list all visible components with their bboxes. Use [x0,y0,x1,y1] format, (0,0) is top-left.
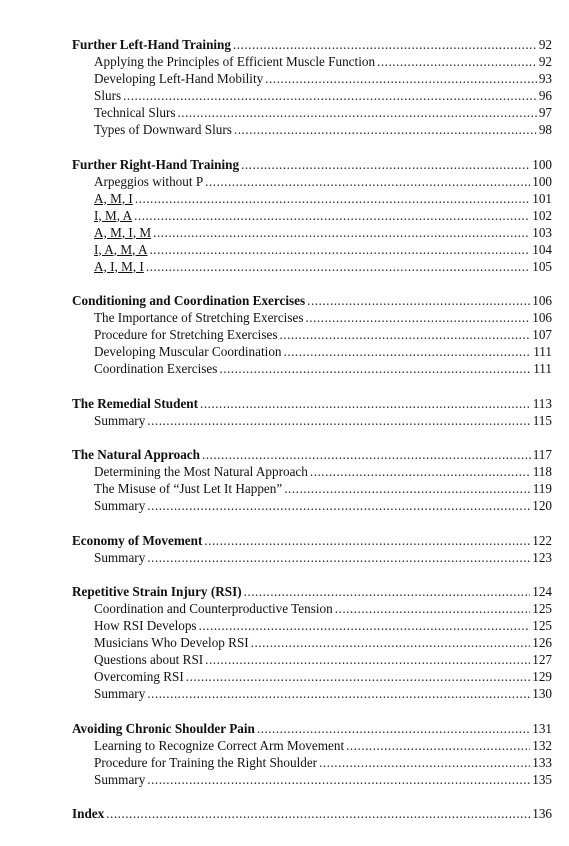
dot-leader [147,549,530,566]
dot-leader [307,292,530,309]
subsection-entry-title: Determining the Most Natural Approach [94,464,308,479]
subsection-entry[interactable] [72,326,552,343]
dot-leader [146,258,530,275]
subsection-entry-title: A, I, M, I [94,258,144,274]
toc-section [72,395,552,429]
subsection-entry-page-number: 127 [532,652,552,667]
subsection-entry-page-number: 119 [532,481,552,496]
subsection-entry-page-number: 129 [532,669,552,684]
subsection-entry-page-number: 135 [532,771,552,787]
subsection-entry-page-number: 133 [532,754,552,770]
subsection-entry-title: I, M, A [94,207,133,223]
chapter-entry-title: Avoiding Chronic Shoulder Pain [72,720,255,736]
subsection-entry-title: Types of Downward Slurs [94,122,232,137]
subsection-entry[interactable] [72,258,552,275]
subsection-entry[interactable] [72,70,552,87]
subsection-entry-title: A, M, I [94,190,133,206]
chapter-entry[interactable] [72,720,552,737]
dot-leader [123,87,537,104]
dot-leader [241,156,530,173]
dot-leader [147,771,530,788]
dot-leader [199,617,531,634]
subsection-entry[interactable] [72,173,552,190]
subsection-entry-page-number: 103 [532,224,552,240]
toc-section [72,36,552,138]
subsection-entry[interactable] [72,53,552,70]
chapter-entry[interactable] [72,583,552,600]
subsection-entry-title: Learning to Recognize Correct Arm Movement [94,737,345,753]
dot-leader [147,412,530,429]
dot-leader [244,583,531,600]
subsection-entry[interactable] [72,600,552,617]
subsection-entry-page-number: 102 [532,207,552,223]
subsection-entry-title: A, M, I, M [94,224,152,240]
dot-leader [205,173,530,190]
chapter-entry-page-number: 124 [532,584,552,599]
dot-leader [319,754,530,771]
toc-section [72,583,552,702]
subsection-entry[interactable] [72,668,552,685]
subsection-entry-page-number: 97 [538,105,552,120]
subsection-entry-title: Summary [94,771,146,787]
subsection-entry[interactable] [72,241,552,258]
subsection-entry[interactable] [72,190,552,207]
subsection-entry[interactable] [72,771,552,788]
subsection-entry[interactable] [72,207,552,224]
subsection-entry-title: Overcoming RSI [94,669,184,684]
dot-leader [305,309,530,326]
chapter-entry[interactable] [72,36,552,53]
subsection-entry[interactable] [72,412,552,429]
subsection-entry[interactable] [72,617,552,634]
subsection-entry[interactable] [72,497,552,514]
dot-leader [106,805,530,822]
subsection-entry-title: Developing Muscular Coordination [94,344,282,359]
subsection-entry-title: Summary [94,498,146,513]
chapter-entry[interactable] [72,532,552,549]
dot-leader [200,395,531,412]
dot-leader [219,360,531,377]
dot-leader [135,190,530,207]
subsection-entry[interactable] [72,104,552,121]
toc-section [72,446,552,514]
toc-section [72,805,552,822]
subsection-entry-page-number: 93 [538,71,552,86]
dot-leader [346,737,530,754]
chapter-entry-title: The Natural Approach [72,447,200,462]
subsection-entry-title: Developing Left-Hand Mobility [94,71,264,86]
dot-leader [310,463,531,480]
toc-section [72,720,552,788]
subsection-entry-page-number: 126 [532,635,552,650]
subsection-entry-page-number: 101 [532,190,552,206]
subsection-entry-page-number: 92 [538,54,552,69]
chapter-entry[interactable] [72,156,552,173]
subsection-entry-page-number: 125 [532,601,552,616]
subsection-entry-page-number: 106 [532,310,552,325]
chapter-entry-page-number: 100 [532,156,552,172]
dot-leader [134,207,530,224]
subsection-entry-title: I, A, M, A [94,241,148,257]
chapter-entry-title: Economy of Movement [72,532,203,548]
dot-leader [284,480,530,497]
chapter-entry[interactable] [72,805,552,822]
chapter-entry-page-number: 117 [532,447,552,462]
chapter-entry[interactable] [72,446,552,463]
dot-leader [233,36,537,53]
subsection-entry-title: The Importance of Stretching Exercises [94,310,304,325]
subsection-entry[interactable] [72,463,552,480]
chapter-entry-title: Further Left-Hand Training [72,37,231,52]
subsection-entry[interactable] [72,737,552,754]
dot-leader [205,651,530,668]
subsection-entry[interactable] [72,549,552,566]
subsection-entry-title: Coordination and Counterproductive Tension [94,601,333,616]
subsection-entry-title: Procedure for Training the Right Shoulder [94,754,318,770]
subsection-entry[interactable] [72,343,552,360]
subsection-entry-title: Summary [94,686,146,701]
subsection-entry[interactable] [72,224,552,241]
dot-leader [177,104,536,121]
dot-leader [147,497,530,514]
subsection-entry-title: Procedure for Stretching Exercises [94,327,278,342]
chapter-entry-page-number: 122 [532,532,552,548]
dot-leader [234,121,537,138]
subsection-entry-page-number: 98 [538,122,552,137]
chapter-entry-title: Repetitive Strain Injury (RSI) [72,584,242,599]
dot-leader [251,634,531,651]
subsection-entry-title: Summary [94,412,146,428]
dot-leader [186,668,530,685]
chapter-entry-page-number: 106 [532,293,552,308]
table-of-contents [72,36,552,840]
subsection-entry-page-number: 125 [532,618,552,633]
dot-leader [377,53,537,70]
subsection-entry[interactable] [72,360,552,377]
toc-section [72,156,552,275]
subsection-entry-title: Arpeggios without P [94,173,204,189]
subsection-entry-title: Applying the Principles of Efficient Muscle Function [94,54,376,69]
chapter-entry-title: Further Right-Hand Training [72,156,240,172]
dot-leader [202,446,531,463]
toc-section [72,292,552,377]
chapter-entry-page-number: 136 [532,806,552,821]
subsection-entry-page-number: 132 [532,737,552,753]
subsection-entry-page-number: 96 [538,88,552,103]
subsection-entry-page-number: 107 [532,327,552,342]
dot-leader [150,241,531,258]
dot-leader [204,532,530,549]
dot-leader [147,685,530,702]
subsection-entry[interactable] [72,634,552,651]
subsection-entry-title: Summary [94,549,146,565]
subsection-entry-page-number: 100 [532,173,552,189]
subsection-entry-title: Questions about RSI [94,652,204,667]
chapter-entry-page-number: 113 [532,395,552,411]
subsection-entry-title: The Misuse of “Just Let It Happen” [94,481,283,496]
subsection-entry-page-number: 105 [532,258,552,274]
subsection-entry[interactable] [72,87,552,104]
subsection-entry-page-number: 120 [532,498,552,513]
chapter-entry-title: Index [72,806,105,821]
subsection-entry-page-number: 123 [532,549,552,565]
chapter-entry-title: Conditioning and Coordination Exercises [72,293,306,308]
chapter-entry[interactable] [72,292,552,309]
dot-leader [153,224,530,241]
chapter-entry-title: The Remedial Student [72,395,199,411]
subsection-entry-page-number: 118 [532,464,552,479]
subsection-entry[interactable] [72,651,552,668]
subsection-entry-page-number: 111 [533,344,552,359]
subsection-entry-title: Technical Slurs [94,105,176,120]
subsection-entry-title: How RSI Develops [94,618,197,633]
subsection-entry[interactable] [72,121,552,138]
chapter-entry-page-number: 92 [538,37,552,52]
subsection-entry[interactable] [72,480,552,497]
subsection-entry-page-number: 115 [532,412,552,428]
chapter-entry[interactable] [72,395,552,412]
subsection-entry-title: Coordination Exercises [94,361,218,376]
dot-leader [335,600,530,617]
subsection-entry-title: Musicians Who Develop RSI [94,635,249,650]
subsection-entry-page-number: 130 [532,686,552,701]
toc-section [72,532,552,566]
dot-leader [279,326,530,343]
chapter-entry-page-number: 131 [532,720,552,736]
subsection-entry-page-number: 104 [532,241,552,257]
subsection-entry-title: Slurs [94,88,122,103]
dot-leader [265,70,537,87]
dot-leader [257,720,530,737]
subsection-entry[interactable] [72,309,552,326]
subsection-entry-page-number: 111 [533,361,552,376]
subsection-entry[interactable] [72,754,552,771]
dot-leader [284,343,532,360]
subsection-entry[interactable] [72,685,552,702]
